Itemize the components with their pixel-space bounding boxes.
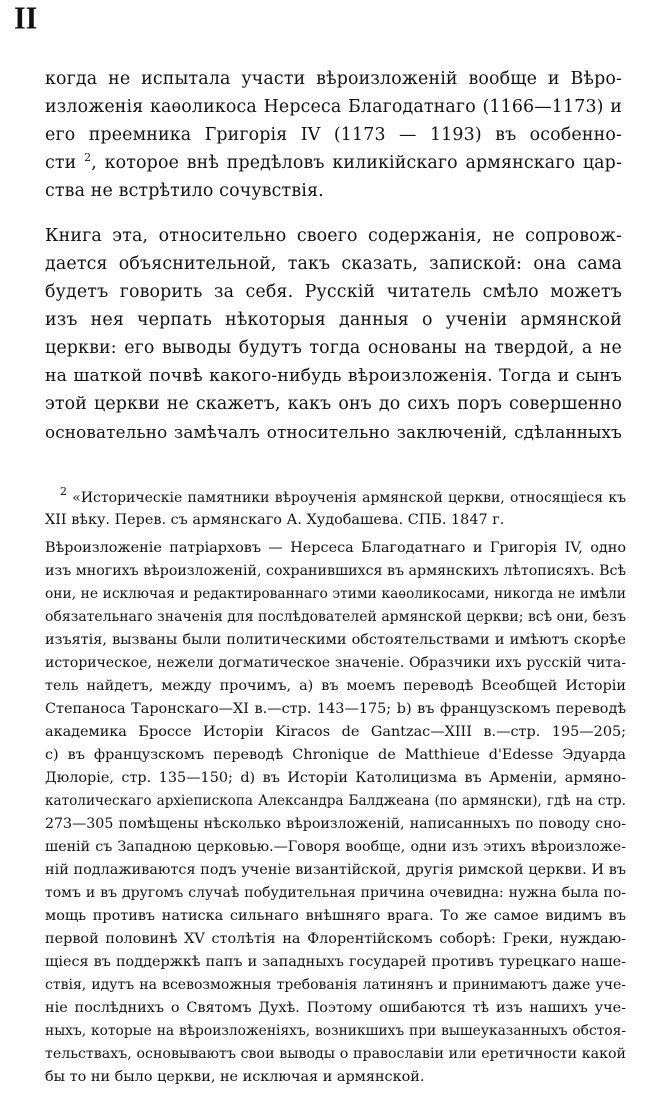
footnote-line: Вѣроизложеніе патріарховъ — Нерсеса Благодатнаго и Григорія IV, одно [45, 540, 626, 556]
text-line: этой церкви не скажетъ, какъ онъ до сихъ поръ совершенно [45, 394, 622, 414]
text-line: Книга эта, относительно своего содержанія, не сопровож- [45, 226, 622, 246]
text-line: основательно замѣчалъ относительно заключеній, сдѣланныхъ [45, 422, 622, 442]
footnote-line: Дюлоріе, стр. 135—150; d) въ Исторіи Католицизма въ Арменіи, армяно- [45, 770, 626, 786]
footnote-line: они, не исключая и редактированнаго этими каѳоликосами, никогда не имѣли [45, 586, 626, 602]
text-line: церкви: его выводы будутъ тогда основаны на твердой, а не [45, 338, 622, 358]
footnote-line: томъ и въ другомъ случаѣ побудительная причина очевидна: нужна была по- [45, 885, 626, 901]
footnote-line: c) въ французскомъ переводѣ Chronique de Matthieue d'Edesse Эдуарда [45, 747, 626, 763]
footnote-marker: 2 [60, 485, 67, 498]
text-line: ства не встрѣтило сочувствія. [45, 181, 324, 201]
text-line: будетъ говорить за себя. Русскій читатель смѣло можетъ [45, 282, 622, 302]
footnote-ref: 2 [84, 151, 92, 164]
footnote-line: бы то ни было церкви, не исключая и армянской. [45, 1069, 425, 1085]
footnote-line: ныхъ, которые на вѣроизложеніяхъ, возникшихъ при вышеуказанныхъ обстоя- [45, 1023, 626, 1039]
footnote-line: изъятія, вызваны были политическими обстоятельствами и имѣютъ скорѣе [45, 632, 626, 648]
footnote-line: обязательнаго значенія для послѣдователей армянской церкви; всѣ они, безъ [45, 609, 626, 625]
footnote-line: изъ многихъ вѣроизложеній, сохранившихся въ армянскихъ лѣтописяхъ. Всѣ [45, 563, 627, 579]
footnote-line: ствія, идутъ на всевозможныя требованія латинянъ и принимаютъ даже уче- [45, 977, 626, 993]
text-fragment: , которое внѣ предѣловъ киликійскаго армянскаго цар- [91, 153, 622, 173]
text-line-with-footnote-ref [45, 149, 622, 177]
text-line: изложенія каѳоликоса Нерсеса Благодатнаго (1166—1173) и [45, 97, 622, 117]
text-fragment: «Историческіе памятники вѣроученія армянской церкви, относящіеся къ [72, 490, 626, 506]
footnote-line: тель найдетъ, между прочимъ, а) въ моемъ переводѣ Всеобщей Исторіи [45, 678, 626, 694]
footnote-line: ній подлаживаются подъ ученіе византійской, другія римской церкви. И въ [45, 862, 626, 878]
footnote-line: академика Броссе Исторіи Kiracos de Gantzac—XIII в.—стр. 195—205; [45, 724, 626, 740]
footnote-line: тельствахъ, основываютъ свои выводы о православіи или еретичности какой [45, 1046, 626, 1062]
text-line: изъ нея черпать нѣкоторыя данныя о ученіи армянской [45, 310, 622, 330]
footnote-line: шеній съ Западною церковью.—Говоря вообще, одни изъ этихъ вѣроизложе- [45, 839, 626, 855]
text-line: его преемника Григорія IV (1173 — 1193) въ особенно- [45, 125, 622, 145]
footnote-line: XII вѣку. Перев. съ армянскаго А. Худобашева. СПБ. 1847 г. [45, 512, 505, 528]
text-line: на шаткой почвѣ какого-нибудь вѣроизложенія. Тогда и сынъ [45, 366, 622, 386]
footnote-line: историческое, нежели догматическое значеніе. Образчики ихъ русскій чита- [45, 655, 626, 671]
footnote-line [60, 487, 626, 509]
footnote-line: мощь противъ натиска сильнаго внѣшняго врага. То же самое видимъ въ [45, 908, 626, 924]
text-line: дается объяснительной, такъ сказать, запиской: она сама [45, 254, 622, 274]
footnote-line: Степаноса Таронскаго—XI в.—стр. 143—175; b) въ французскомъ переводѣ [45, 701, 626, 717]
footnote-line: 273—305 помѣщены нѣсколько вѣроизложеній, написанныхъ по поводу сно- [45, 816, 626, 832]
footnote-line: ніе послѣднихъ о Святомъ Духѣ. Поэтому ошибаются тѣ изъ нашихъ уче- [45, 1000, 626, 1016]
footnote-line: католическаго архіепископа Александра Балджеана (по армянски), гдѣ на стр. [45, 793, 626, 809]
text-line: когда не испытала участи вѣроизложеній вообще и Вѣро- [45, 69, 622, 89]
page-number: II [14, 1, 38, 36]
footnote-line: первой половинѣ XV столѣтія на Флорентійскомъ соборѣ: Греки, нуждаю- [45, 931, 626, 947]
text-fragment: сти [45, 153, 77, 173]
footnote-line: щіеся въ поддержкѣ папъ и западныхъ государей противъ турецкаго наше- [45, 954, 626, 970]
